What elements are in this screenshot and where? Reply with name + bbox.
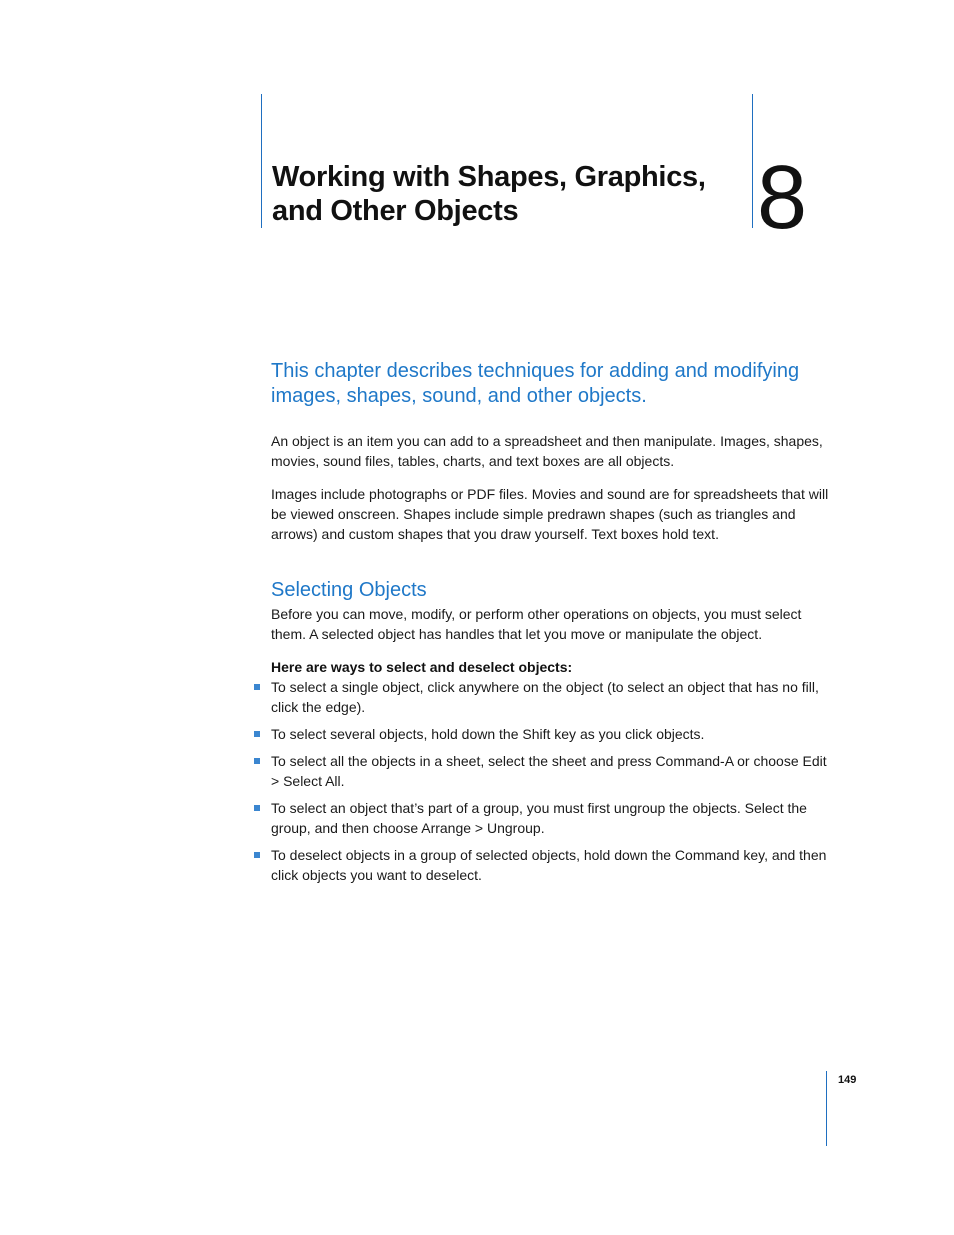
list-item [0,845,831,885]
square-bullet-icon [254,758,260,764]
list-item [0,677,831,717]
task-lead-in: Here are ways to select and deselect objects: [271,659,573,675]
chapter-intro: This chapter describes techniques for adding and modifying images, shapes, sound, and other objects. [271,360,800,407]
section-body-paragraph: Before you can move, modify, or perform other operations on objects, you must select them. A selected object has handles that let you move or manipulate the object. [271,606,802,642]
chapter-title-line-1: Working with Shapes, Graphics, [272,161,706,193]
chapter-title [272,160,742,228]
square-bullet-icon [254,731,260,737]
chapter-number: 8 [757,148,808,248]
bullet-text: To deselect objects in a group of selected objects, hold down the Command key, and then click objects you want to deselect. [271,847,827,883]
page-number: 149 [838,1074,857,1086]
chapter-title-line-2: and Other Objects [272,195,519,227]
chapter-rule-right [752,94,753,228]
bullet-text: To select a single object, click anywhere on the object (to select an object that has no fill, click the edge). [271,679,819,715]
square-bullet-icon [254,684,260,690]
body-paragraph-images: Images include photographs or PDF files. Movies and sound are for spreadsheets that will be viewed onscreen. Shapes include simple predrawn shapes (such as triangles and arrows) and custom shapes that you draw yourself. Text boxes hold text. [271,486,829,542]
section-heading: Selecting Objects [271,579,427,601]
list-item [0,724,831,744]
bullet-list [0,677,954,892]
square-bullet-icon [254,852,260,858]
bullet-text: To select all the objects in a sheet, select the sheet and press Command-A or choose Edit > Select All. [271,753,827,789]
list-item [0,798,831,838]
bullet-text: To select an object that’s part of a group, you must first ungroup the objects. Select the group, and then choose Arrange > Ungroup. [271,800,807,836]
square-bullet-icon [254,805,260,811]
bullet-text: To select several objects, hold down the Shift key as you click objects. [271,726,705,742]
chapter-rule-left [261,94,262,228]
body-paragraph-objects: An object is an item you can add to a spreadsheet and then manipulate. Images, shapes, movies, sound files, tables, charts, and text boxes are all objects. [271,433,823,469]
page-number-rule [826,1071,827,1146]
list-item [0,751,831,791]
